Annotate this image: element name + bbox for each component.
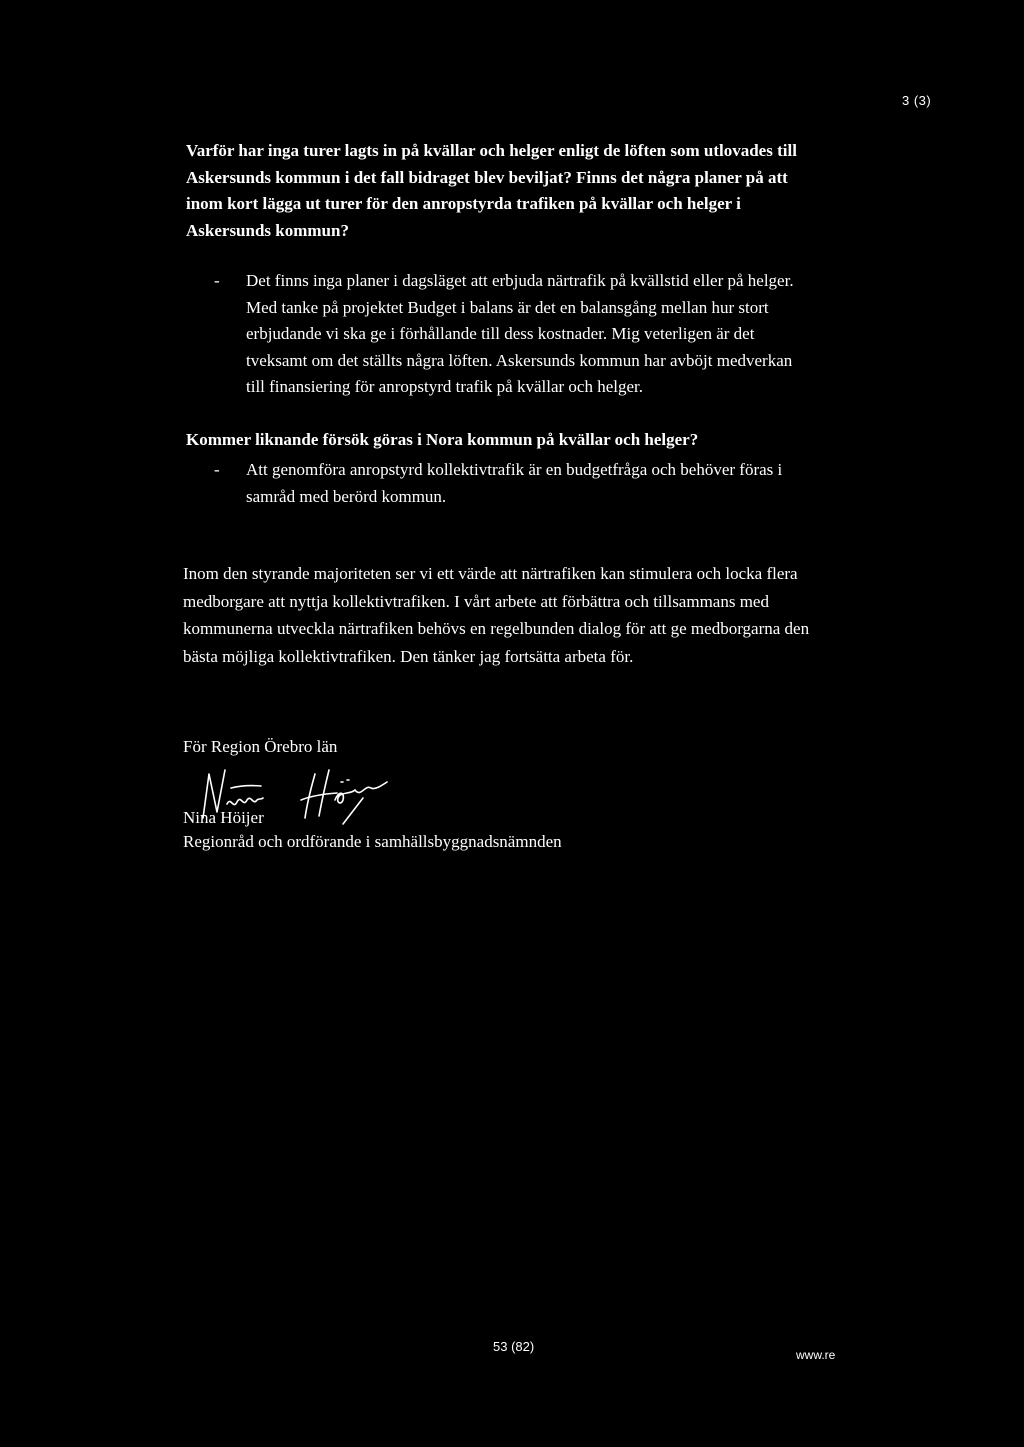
answer-text: Det finns inga planer i dagsläget att erbjuda närtrafik på kvällstid eller på helger. Med tanke på projektet Budget i balans är det en balansgång mellan hur stort erbjudande vi ska ge i förhållande till dess kostnader. Mig veterligen är det tveksamt om det ställts några löften. Askersunds kommun har avböjt medverkan till finansiering för anropstyrd trafik på kvällar och helger. xyxy=(246,271,794,396)
question-askersund: Varför har inga turer lagts in på kvällar och helger enligt de löften som utlovades till Askersunds kommun i det fall bidraget blev beviljat? Finns det några planer på att inom kort lägga ut turer för den anropstyrda trafiken på kvällar och helger i Askersunds kommun? xyxy=(186,141,797,240)
signatory-title: Regionråd och ordförande i samhällsbyggnadsnämnden xyxy=(183,832,562,851)
bullet-dash: - xyxy=(214,271,220,290)
signatory-name: Nina Höijer xyxy=(183,808,264,827)
footer-page-number: 53 (82) xyxy=(493,1339,535,1354)
signature-region: För Region Örebro län xyxy=(183,737,338,756)
footer-url: www.re xyxy=(796,1348,836,1362)
question-nora: Kommer liknande försök göras i Nora kommun på kvällar och helger? xyxy=(186,430,699,449)
answer-text: Att genomföra anropstyrd kollektivtrafik är en budgetfråga och behöver föras i samråd med berörd kommun. xyxy=(246,460,783,506)
bullet-dash: - xyxy=(214,460,220,479)
closing-paragraph: Inom den styrande majoriteten ser vi ett värde att närtrafiken kan stimulera och locka flera medborgare att nyttja kollektivtrafiken. I vårt arbete att förbättra och tillsammans med kommunerna utveckla närtrafiken behövs en regelbunden dialog för att ge medborgarna den bästa möjliga kollektivtrafiken. Den tänker jag fortsätta arbeta för. xyxy=(183,564,810,666)
answer-askersund xyxy=(214,268,814,401)
answer-nora xyxy=(214,457,814,510)
page-number: 3 (3) xyxy=(902,93,932,108)
